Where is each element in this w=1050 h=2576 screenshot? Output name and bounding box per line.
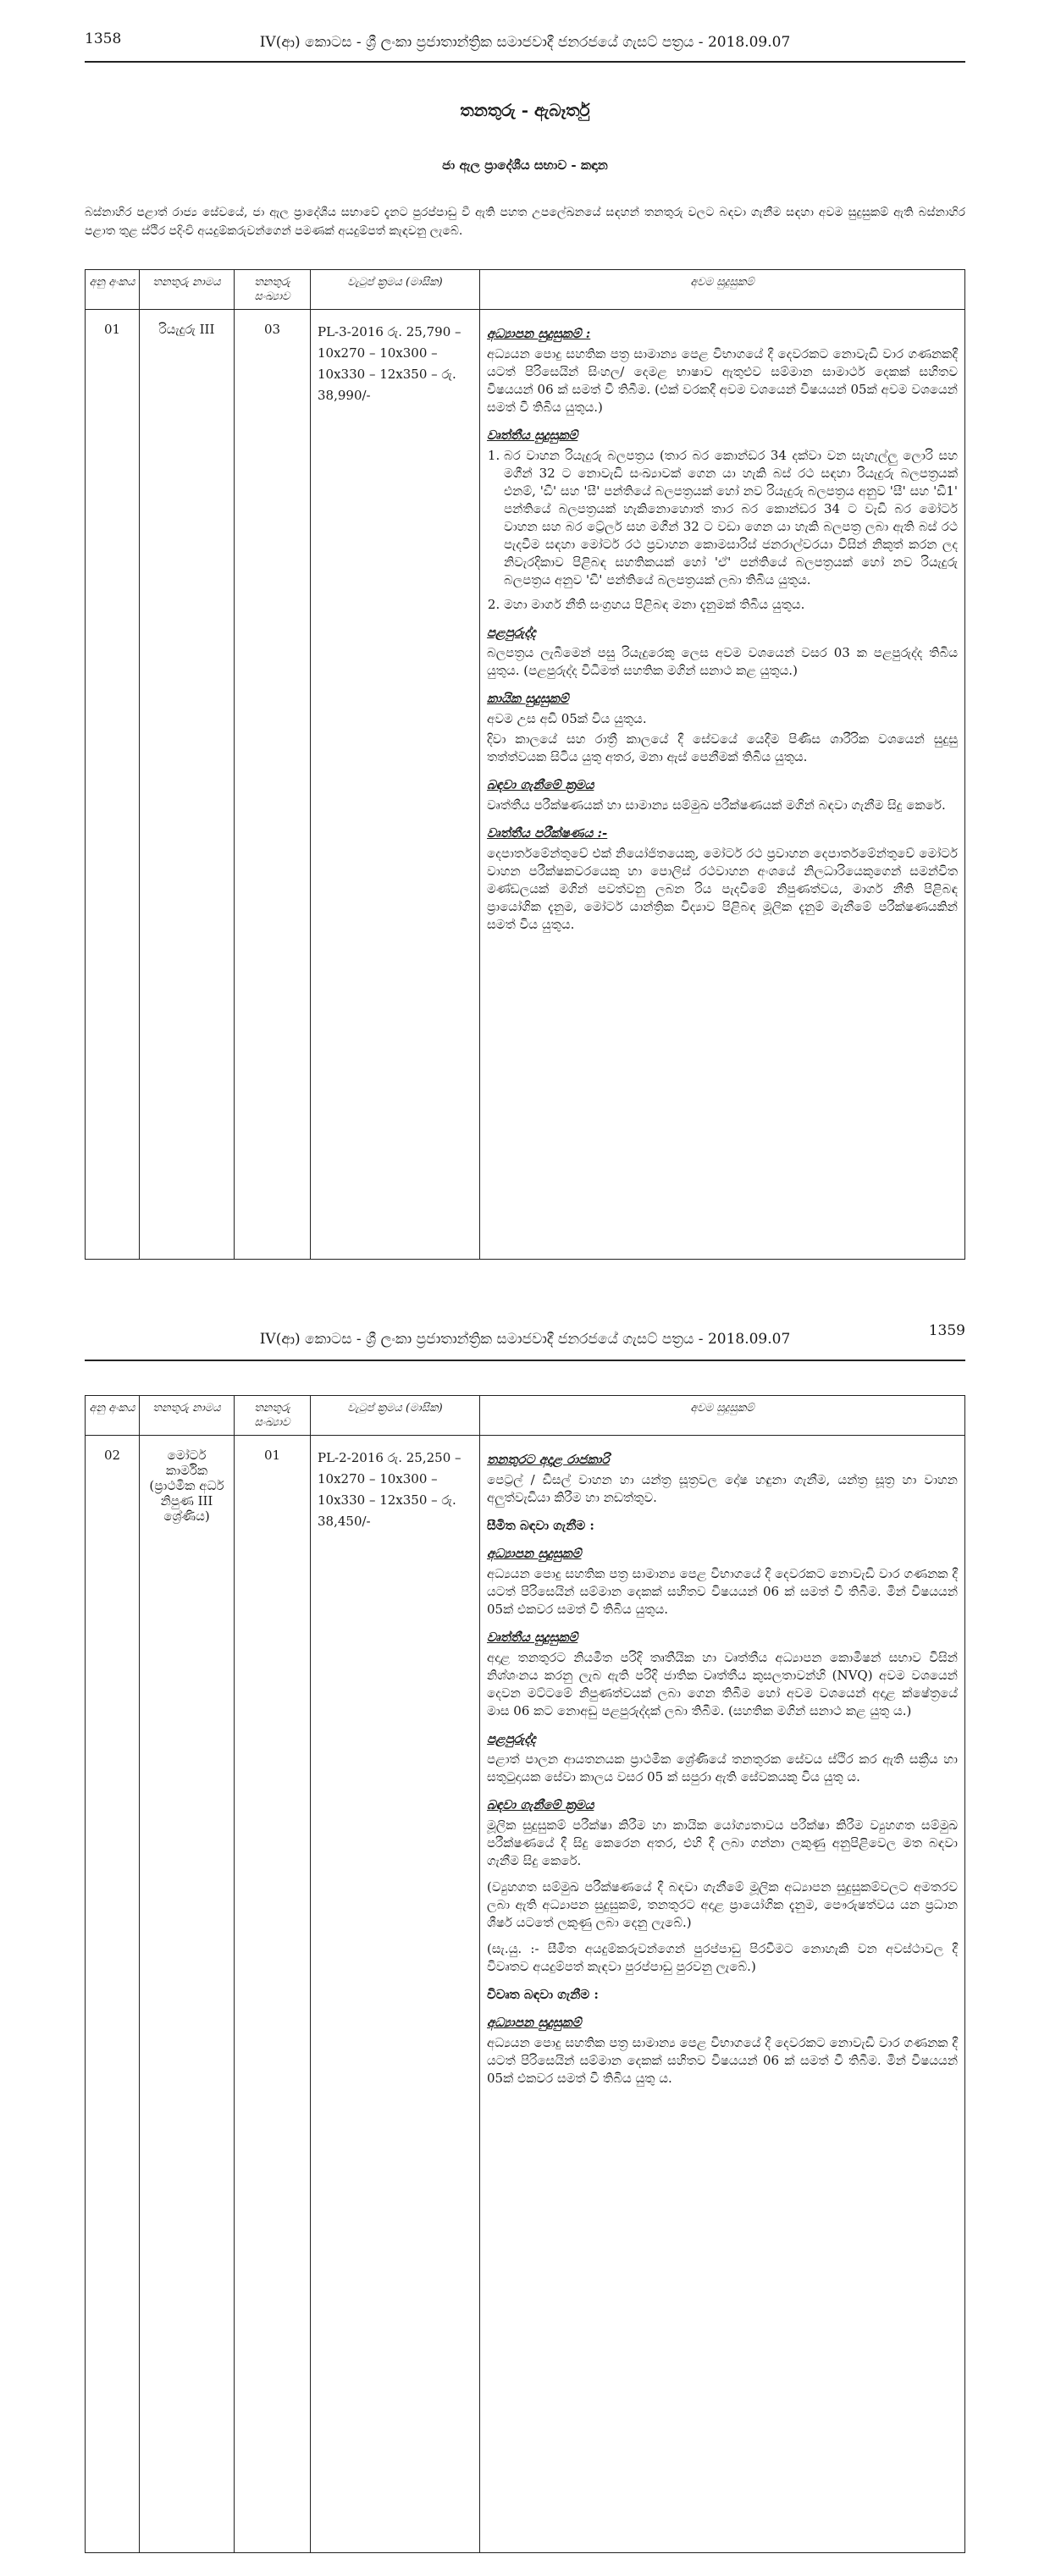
vacancy-table (85, 1395, 965, 2553)
section-note: (සැ.යු. :- සීමිත අයදුම්කරුවන්ගෙන් පුරප්පාඩු පිරවීමට නොහැකි වන අවස්ථාවල දී විවෘතව අයදුම්පත් කැඳවා පුරප්පාඩු පුරවනු ලැබේ.) (487, 1941, 958, 1974)
col-header-salary: වැටුප් ක්‍රමය (මාසික) (311, 270, 480, 310)
cell-count: 01 (235, 1436, 311, 2553)
section-heading: කායික සුදුසුකම් (487, 691, 569, 706)
section-text: අධ්‍යයන පොදු සහතික පත්‍ර සාමාන්‍ය පෙළ විභාගයේ දී දෙවරකට නොවැඩි වාර ගණනක දී යටත් පිරිසෙයින් සම්මාන දෙකක් සහිතව විෂයයන් 06 ක් සමත් වී තිබීම. මින් විෂයයන් 05ක් එකවර සමත් වී තිබිය යුතුය. (487, 1566, 958, 1617)
col-header-post: තනතුරු නාමය (140, 1396, 235, 1436)
cell-no: 02 (86, 1436, 140, 2553)
section-heading: වෘත්තීය පරීක්ෂණය :- (487, 825, 608, 841)
section-heading: අධ්‍යාපන සුදුසුකම් (487, 2015, 582, 2030)
intro-paragraph: බස්නාහිර පළාත් රාජ්‍ය සේවයේ, ජා ඇල ප්‍රාදේශීය සභාවේ දැනට පුරප්පාඩු වී ඇති පහත උපලේඛනයේ සඳහන් තනතුරු වලට බඳවා ගැනීම සඳහා අවම සුදුසුකම් ඇති බස්නාහිර පළාත තුළ ස්ථිර පදිංචි අයදුම්කරුවන්ගෙන් පමණක් අයදුම්පත් කැඳවනු ලැබේ. (85, 206, 965, 238)
section-text: අධ්‍යයන පොදු සහතික පත්‍ර සාමාන්‍ය පෙළ විභාගයේ දී දෙවරකට නොවැඩි වාර ගණනකදී යටත් පිරිසෙයින් සිංහල/ දෙමළ භාෂාව ඇතුළුව සම්මාන සාමාර්ථ දෙකක් සහිතව විෂයයන් 06 ක් සමත් වී තිබීම. (එක් වරකදී අවම වශයෙන් විෂයයන් 05ක් අවම වශයෙන් සමත් වී තිබිය යුතුය.) (487, 346, 958, 415)
cell-qualifications (480, 310, 965, 1260)
list-item: 2. මහා මාර්ග නීති සංග්‍රහය පිළිබඳ මනා දැනුමක් තිබිය යුතුය. (504, 596, 958, 614)
col-header-no: අනු අංකය (86, 1396, 140, 1436)
header-text: IV(ආ) කොටස - ශ්‍රී ලංකා ප්‍රජාතාන්ත්‍රික සමාජවාදී ජනරජයේ ගැසට් පත්‍රය - 2018.09.07 (259, 1331, 791, 1348)
section-text: (ව්‍යුහගත සම්මුඛ පරීක්ෂණයේ දී බඳවා ගැනීමේ මූලික අධ්‍යාපන සුදුසුකම්වලට අමතරව ලබා ඇති අධ්‍යාපන සුදුසුකම්, තනතුරට අදාළ ප්‍රායෝගික දැනුම, පෞරුෂත්වය යන ප්‍රධාන ශීර්ෂ යටතේ ලකුණු ලබා දෙනු ලැබේ.) (487, 1879, 958, 1930)
col-header-count: තනතුරු සංඛ්‍යාව (235, 1396, 311, 1436)
cell-no: 01 (86, 310, 140, 1260)
vacancy-table (85, 269, 965, 1260)
page-number: 1359 (928, 1322, 965, 1339)
col-header-salary: වැටුප් ක්‍රමය (මාසික) (311, 1396, 480, 1436)
cell-post: රියැදුරු III (140, 310, 235, 1260)
page-header (85, 24, 965, 49)
section-heading: බඳවා ගැනීමේ ක්‍රමය (487, 777, 594, 792)
section-heading: සීමිත බඳවා ගැනීම : (487, 1518, 594, 1533)
section-text: මූලික සුදුසුකම් පරීක්ෂා කිරීම හා කායික යෝග්‍යතාවය පරීක්ෂා කිරීම ව්‍යුහගත සම්මුඛ පරීක්ෂණයේ දී සිදු කෙරෙන අතර, එහි දී ලබා ගන්නා ලකුණු අනුපිළිවෙල මත බඳවා ගැනීම සිදු කෙරේ. (487, 1818, 958, 1868)
numbered-list (487, 447, 958, 614)
col-header-qualifications: අවම සුදුසුකම් (480, 1396, 965, 1436)
gazette-page-1358 (0, 0, 1050, 1270)
section-text: අවම උස අඩි 05ක් විය යුතුය. (487, 711, 647, 726)
section-heading: පළපුරුද්ද (487, 625, 536, 640)
col-header-qualifications: අවම සුදුසුකම් (480, 270, 965, 310)
section-text: වෘත්තීය පරීක්ෂණයක් හා සාමාන්‍ය සම්මුඛ පරීක්ෂණයක් මගින් බඳවා ගැනීම සිදු කෙරේ. (487, 797, 946, 813)
section-text: දෙපාර්තමේන්තුවේ එක් නියෝජිතයෙකු, මෝටර් රථ ප්‍රවාහන දෙපාර්තමේන්තුවේ මෝටර් වාහන පරීක්ෂකවරයෙකු හා පොලිස් රථවාහන අංශයේ නිලධාරියෙකුගෙන් සමන්විත මණ්ඩලයක් මගින් පවත්වනු ලබන රිය පැදවීමේ නිපුණත්වය, මාර්ග නීති පිළිබඳ ප්‍රායෝගික දැනුම, මෝටර් යාන්ත්‍රික විද්‍යාව පිළිබඳ මූලික දැනුම් මැනීමේ පරීක්ෂණයකින් සමත් විය යුතුය. (487, 846, 958, 932)
cell-salary: PL-2-2016 රු. 25,250 – 10x270 – 10x300 – 10x330 – 12x350 – රු. 38,450/- (311, 1436, 480, 2553)
cell-count: 03 (235, 310, 311, 1260)
section-text: අදාළ තනතුරට නියමිත පරිදි තෘතීයික හා වෘත්තීය අධ්‍යාපන කොමිෂන් සභාව විසින් නිශ්ශංනය කරනු ලැබ ඇති පරිදි ජාතික වෘත්තීය කුසලතාවන්හි (NVQ) අවම වශයෙන් දෙවන මට්ටමේ නිපුණත්වයක් ලබා ගෙන තිබීම හෝ අවම වශයෙන් අදාළ ක්ෂේත්‍රයේ මාස 06 කට නොඅඩු පළපුරුද්දක් ලබා තිබීම. (සහතික මගින් සනාථ කළ යුතු ය.) (487, 1650, 958, 1718)
cell-salary: PL-3-2016 රු. 25,790 – 10x270 – 10x300 – 10x330 – 12x350 – රු. 38,990/- (311, 310, 480, 1260)
cell-qualifications (480, 1436, 965, 2553)
section-heading: අධ්‍යාපන සුදුසුකම් : (487, 326, 591, 341)
section-heading: අධ්‍යාපන සුදුසුකම් (487, 1546, 582, 1561)
section-text: බලපත්‍රය ලැබීමෙන් පසු රියැදුරෙකු ලෙස අවම වශයෙන් වසර 03 ක පළපුරුද්ද තිබිය යුතුය. (පළපුරුද්ද විධිමත් සහතික මගින් සනාථ කළ යුතුය.) (487, 645, 958, 678)
page-title: තනතුරු - ඇබෑර්තු (460, 100, 590, 120)
section-heading: වෘත්තීය සුදුසුකම් (487, 427, 578, 443)
section-heading: බඳවා ගැනීමේ ක්‍රමය (487, 1797, 594, 1812)
section-heading: තනතුරට අදාළ රාජකාරි (487, 1452, 610, 1467)
table-row (86, 310, 965, 1260)
header-text: IV(ආ) කොටස - ශ්‍රී ලංකා ප්‍රජාතාන්ත්‍රික සමාජවාදී ජනරජයේ ගැසට් පත්‍රය - 2018.09.07 (259, 34, 791, 51)
section-text: පළාත් පාලන ආයතනයක ප්‍රාථමික ශ්‍රේණියේ තනතුරක සේවය ස්ථිර කර ඇති සක්‍රීය හා සතුටුදායක සේවා කාලය වසර 05 ක් සපුරා ඇති සේවකයකු විය යුතු ය. (487, 1751, 958, 1784)
col-header-post: තනතුරු නාමය (140, 270, 235, 310)
cell-post: මෝටර් කාර්මික (ප්‍රාථමික අර්ධ නිපුණ III ශ්‍රේණිය) (140, 1436, 235, 2553)
table-row (86, 1436, 965, 2553)
section-text: දිවා කාලයේ සහ රාත්‍රී කාලයේ දී සේවයේ යෙදීම පිණිස ශාරීරික වශයෙන් සුදුසු තත්ත්වයක සිටිය යුතු අතර, මනා ඇස් පෙනීමක් තිබිය යුතුය. (487, 731, 958, 764)
section-heading: පළපුරුද්ද (487, 1731, 536, 1746)
page-header (85, 1321, 965, 1346)
section-heading: වෘත්තීය සුදුසුකම් (487, 1630, 578, 1645)
gazette-page-1359 (0, 1295, 1050, 2576)
col-header-count: තනතුරු සංඛ්‍යාව (235, 270, 311, 310)
section-text: අධ්‍යයන පොදු සහතික පත්‍ර සාමාන්‍ය පෙළ විභාගයේ දී දෙවරකට නොවැඩි වාර ගණනක දී යටත් පිරිසෙයින් සම්මාන දෙකක් සහිතව විෂයයන් 06 ක් සමත් වී තිබීම. මින් විෂයයන් 05ක් එකවර සමත් වී තිබිය යුතු ය. (487, 2035, 958, 2086)
table-header-row (86, 270, 965, 310)
header-rule (85, 1360, 965, 1361)
list-item: 1. බර වාහන රියැදුරු බලපත්‍රය (තාර බර කොන්ඩර 34 දක්වා වන සැහැල්ලු ලොරි සහ මගීන් 32 ට නොවැඩි සංඛ්‍යාවක් ගෙන යා හැකි බස් රථ සඳහා රියැදුරු බලපත්‍රයක් එනම්, 'ඩී' සහ 'සී' පන්තියේ බලපත්‍රයක් හෝ නව රියැදුරු බලපත්‍රය අනුව 'සී' සහ 'ඩී1' පන්තියේ බලපත්‍රයක් හැකිනොහොත් තාර බර කොන්ඩර 34 ට වැඩි බර මෝටර් වාහන සහ බර ට්‍රේලර් සහ මගීන් 32 ට වඩා ගෙන යා හැකි බලපත්‍ර ලබා ඇති බස් රථ පැදවීම සඳහා මෝටර් රථ ප්‍රවාහන කොමසාරිස් ජනරාල්වරයා විසින් නිකුත් කරන ලද නිවැරදිකාව පිළිබඳ සහතිකයක් හෝ 'ඒ' පන්තියේ බලපත්‍රයක් හෝ නව රියැදුරු බලපත්‍රය අනුව 'ඩී' පන්තියේ බලපත්‍රයක් ලබා තිබිය යුතුය. (504, 447, 958, 589)
table-header-row (86, 1396, 965, 1436)
section-text: පෙට්‍රල් / ඩීසල් වාහන හා යන්ත්‍ර සූත්‍රවල දෝෂ හඳුනා ගැනීම, යන්ත්‍ර සූත්‍ර හා වාහන අලුත්වැඩියා කිරීම හා නඩත්තුව. (487, 1472, 958, 1505)
section-heading: විවෘත බඳවා ගැනීම : (487, 1987, 599, 2002)
page-subtitle: ජා ඇල ප්‍රාදේශීය සභාව - කඳාන (442, 157, 608, 173)
header-rule (85, 61, 965, 63)
page-number: 1358 (85, 30, 122, 47)
col-header-no: අනු අංකය (86, 270, 140, 310)
